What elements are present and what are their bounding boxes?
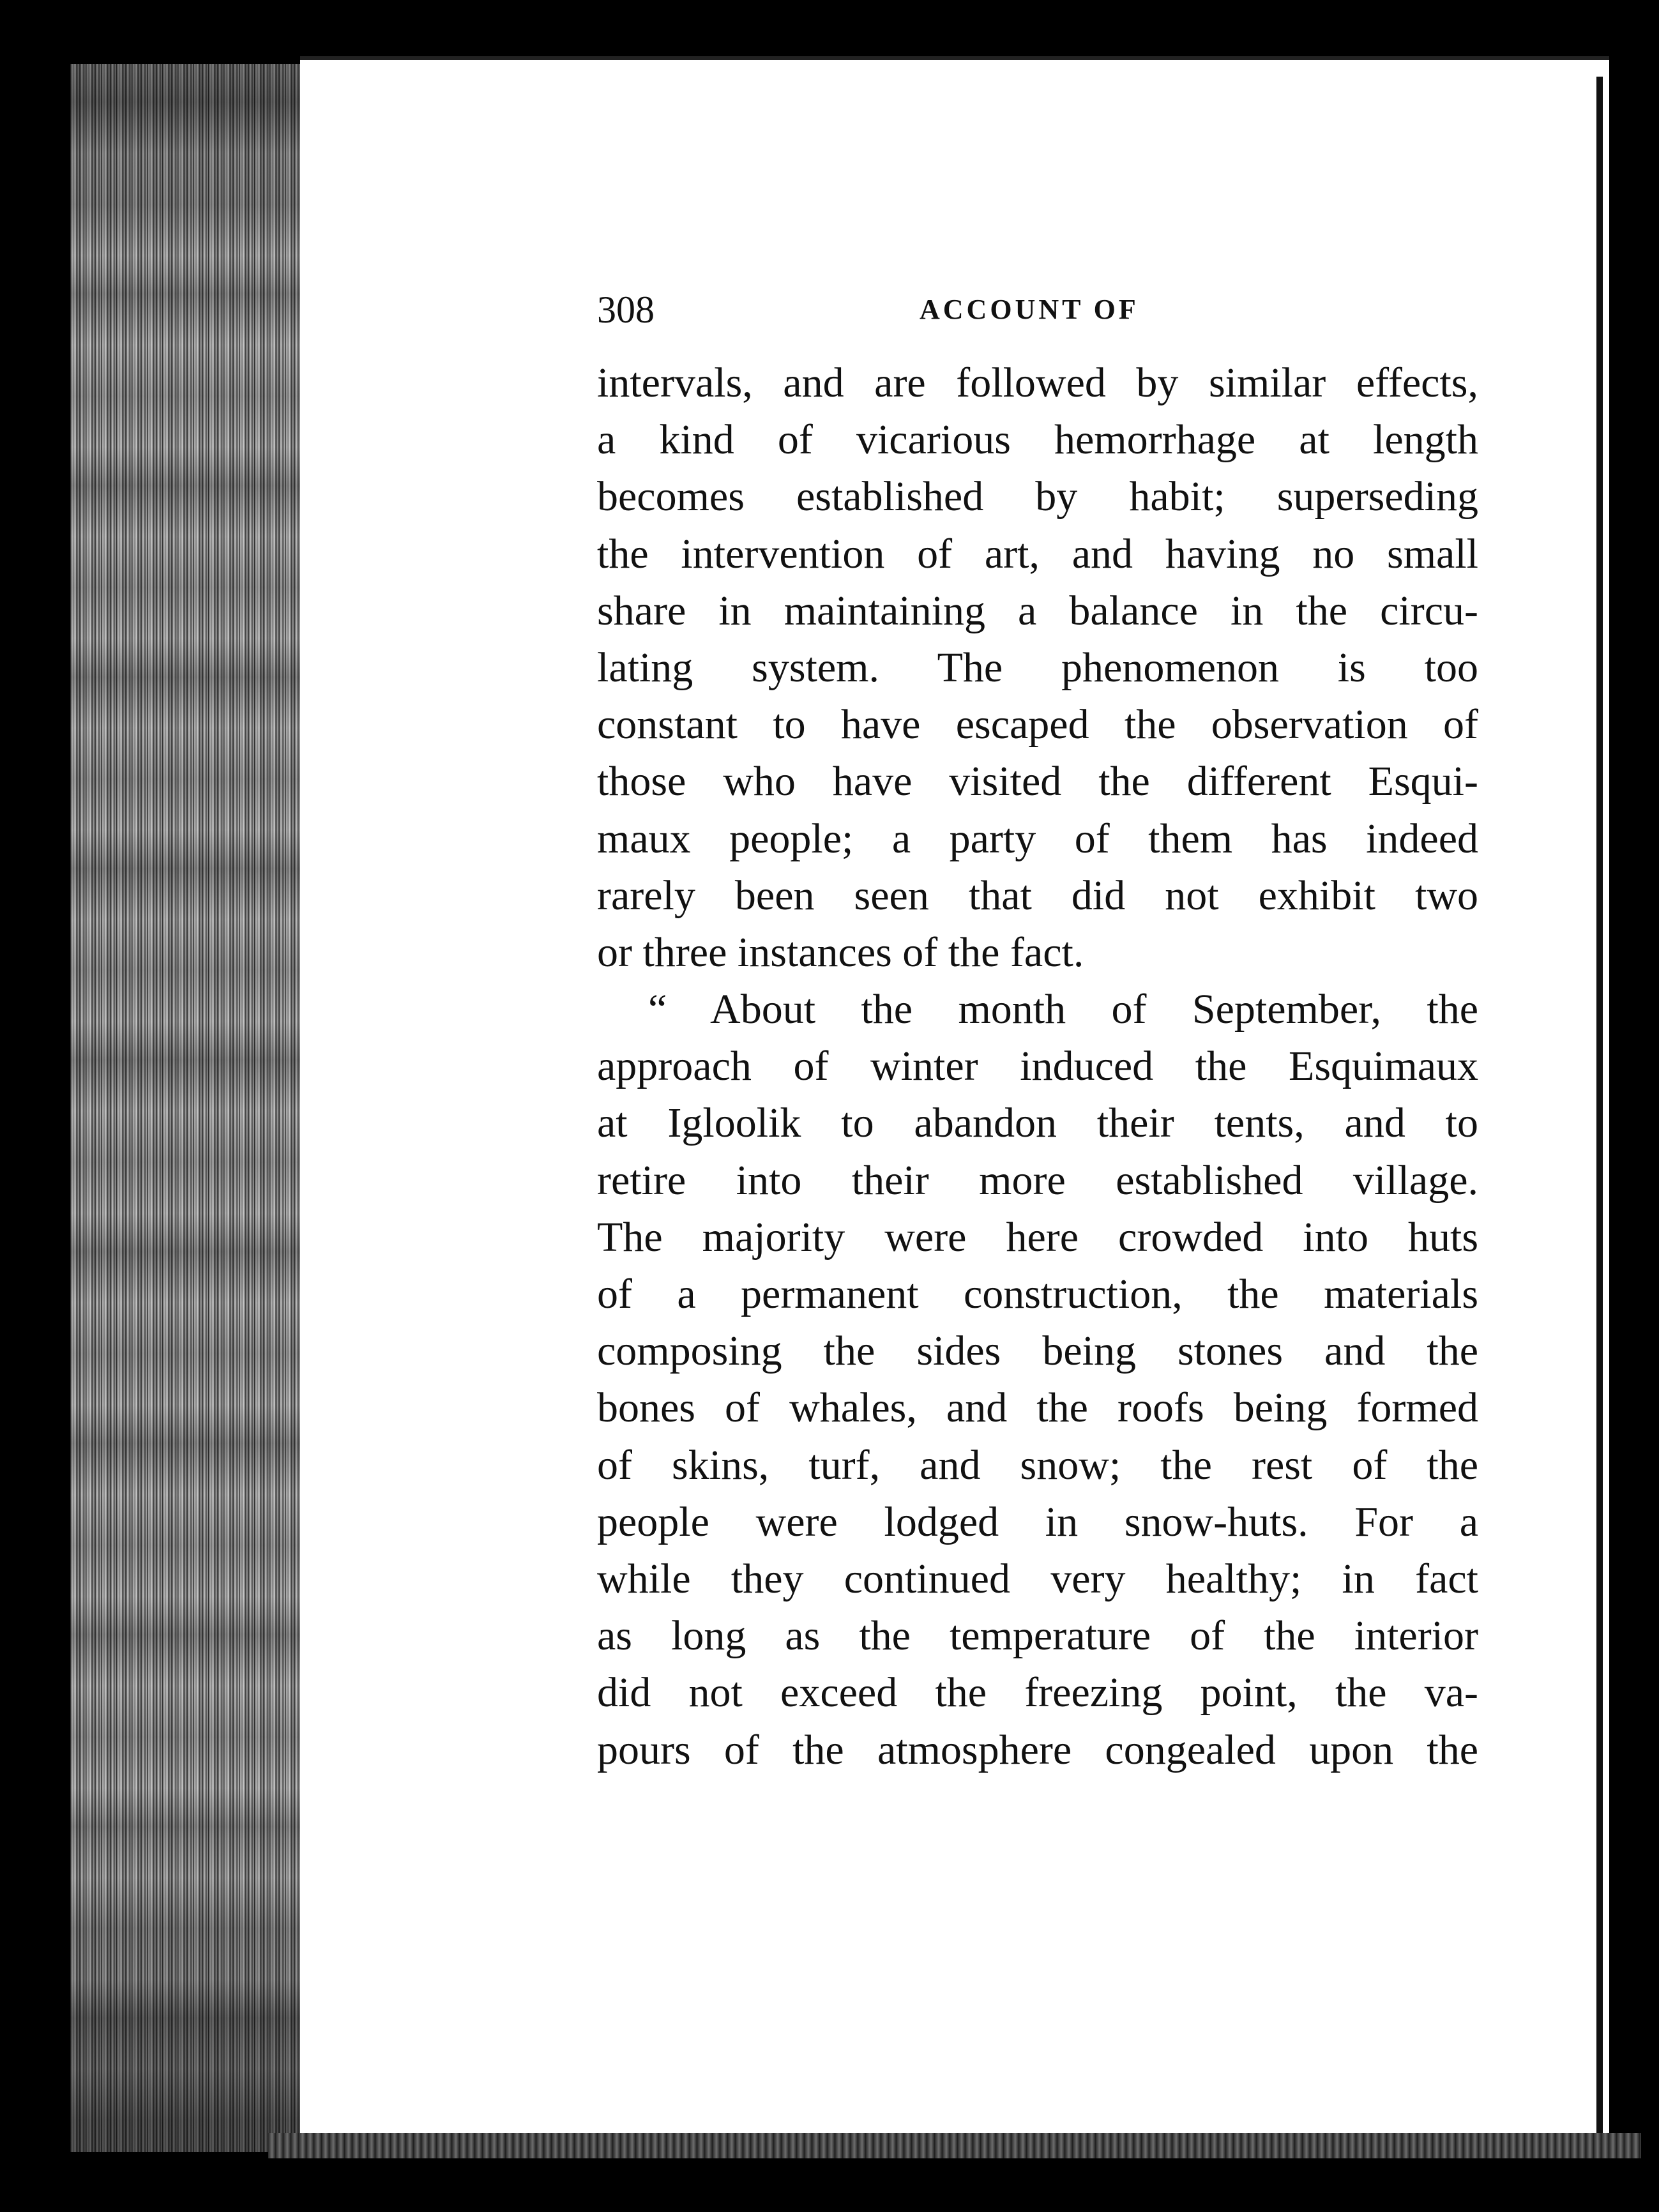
text-line: the intervention of art, and having no small (597, 530, 1478, 577)
text-line: composing the sides being stones and the (597, 1328, 1478, 1375)
text-line: constant to have escaped the observation of (597, 701, 1478, 748)
text-line: those who have visited the different Esqui- (597, 758, 1478, 805)
text-line: did not exceed the freezing point, the va- (597, 1669, 1478, 1716)
running-head (597, 284, 1478, 335)
body-text (597, 354, 1478, 1778)
facing-page-edge (1596, 77, 1603, 2133)
text-line: becomes established by habit; superseding (597, 473, 1478, 520)
book-fore-edge-shading (70, 64, 319, 2152)
text-line: at Igloolik to abandon their tents, and to (597, 1100, 1478, 1147)
text-line: maux people; a party of them has indeed (597, 815, 1478, 862)
text-line: approach of winter induced the Esquimaux (597, 1043, 1478, 1090)
book-bottom-edge (268, 2133, 1641, 2158)
text-line: intervals, and are followed by similar effects, (597, 360, 1478, 406)
text-line: The majority were here crowded into huts (597, 1213, 1478, 1261)
text-line: of a permanent construction, the materials (597, 1271, 1478, 1317)
text-line: of skins, turf, and snow; the rest of the (597, 1441, 1478, 1489)
text-line: share in maintaining a balance in the circu- (597, 587, 1478, 634)
text-line: as long as the temperature of the interior (597, 1612, 1478, 1660)
text-line: retire into their more established village. (597, 1156, 1478, 1204)
text-line: people were lodged in snow-huts. For a (597, 1498, 1478, 1545)
text-line: “ About the month of September, the (648, 986, 1478, 1033)
text-line: bones of whales, and the roofs being formed (597, 1384, 1478, 1432)
text-line: pours of the atmosphere congealed upon the (597, 1726, 1478, 1773)
text-line: lating system. The phenomenon is too (597, 644, 1478, 691)
text-line: or three instances of the fact. (597, 928, 1084, 976)
text-line: rarely been seen that did not exhibit two (597, 872, 1478, 919)
text-line: while they continued very healthy; in fact (597, 1555, 1478, 1602)
page-number: 308 (597, 289, 655, 331)
text-line: a kind of vicarious hemorrhage at length (597, 416, 1478, 464)
running-head-title: ACCOUNT OF (920, 294, 1139, 325)
